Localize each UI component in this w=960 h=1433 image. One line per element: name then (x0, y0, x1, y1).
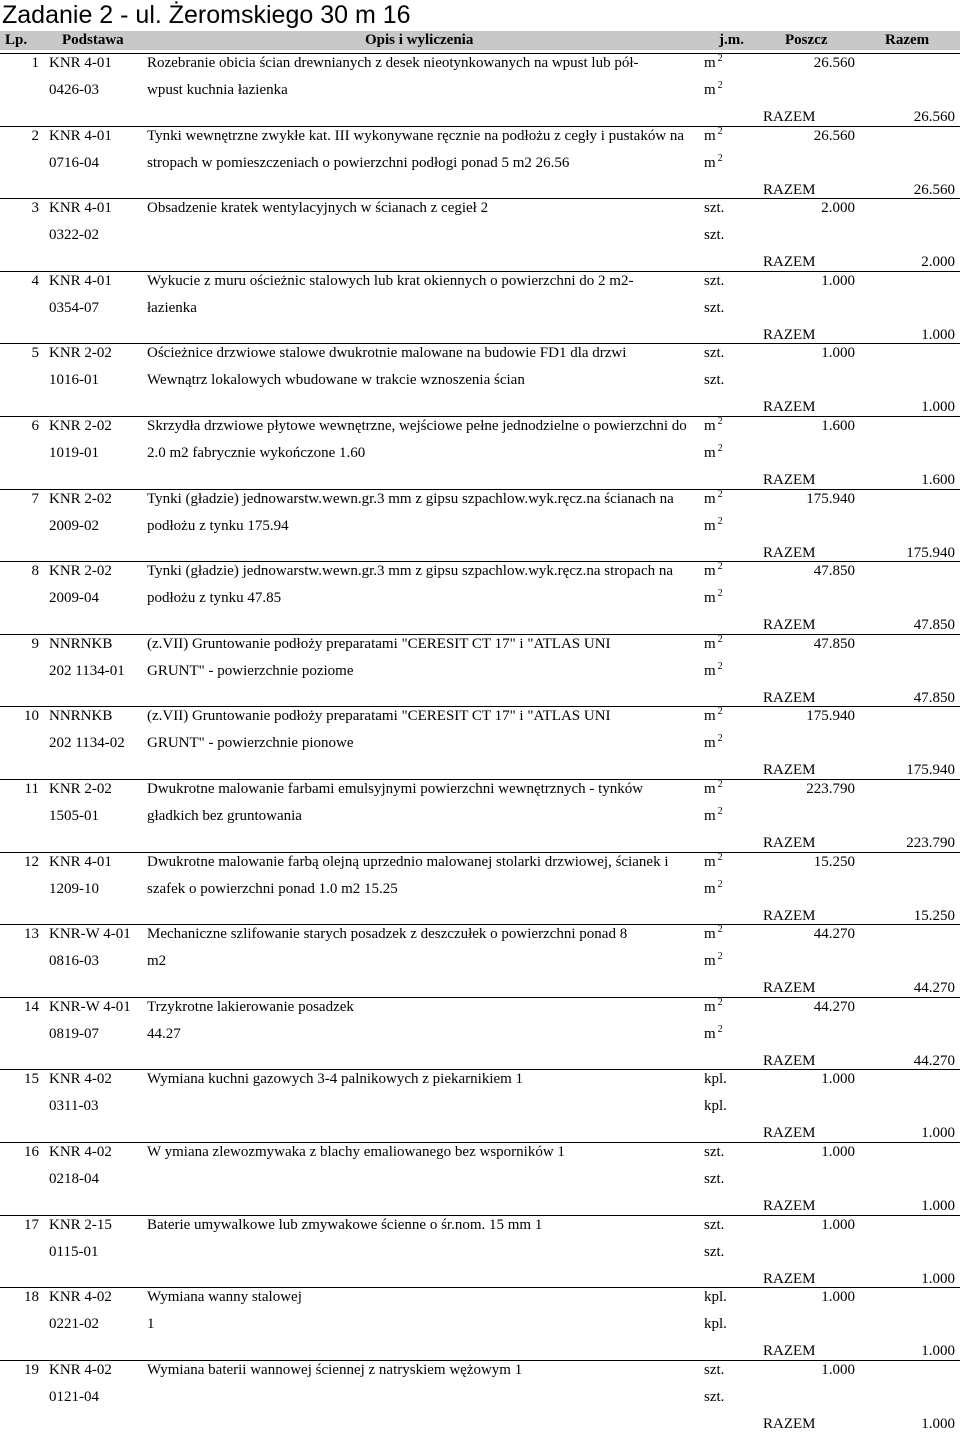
item-podstawa-1: KNR 2-02 (49, 490, 112, 507)
item-opis-2: stropach w pomieszczeniach o powierzchni podłogi ponad 5 m2 26.56 (147, 154, 570, 171)
item-podstawa-2: 2009-04 (49, 590, 99, 607)
item-podstawa-1: KNR 4-02 (49, 1361, 112, 1378)
item-jm-2: m $^2$ (704, 1023, 723, 1042)
item-opis-2: łazienka (147, 299, 197, 316)
item-jm-1: m $^2$ (704, 53, 723, 71)
item-podstawa-1: KNR 2-02 (49, 418, 112, 434)
item-podstawa-1: KNR 4-02 (49, 1289, 112, 1306)
item-poszcz: 47.850 (813, 635, 855, 652)
item-razem-label: RAZEM (763, 1125, 816, 1142)
item-razem-value: 26.560 (913, 181, 955, 198)
item-lp: 13 (24, 926, 39, 943)
item-opis-1: Trzykrotne lakierowanie posadzek (147, 998, 354, 1015)
item-podstawa-1: KNR-W 4-01 (49, 926, 131, 943)
item-opis-1: Rozebranie obicia ścian drewnianych z desek nieotynkowanych na wpust lub pół- (147, 55, 639, 71)
item-poszcz: 223.790 (806, 781, 855, 797)
item-jm-2: m $^2$ (704, 588, 723, 607)
item-podstawa-2: 1016-01 (49, 372, 99, 389)
item-razem-value: 1.000 (921, 1415, 955, 1432)
item-lp: 16 (24, 1144, 39, 1160)
item-jm-2: szt. (704, 1388, 725, 1405)
item-podstawa-2: 0115-01 (49, 1243, 99, 1260)
item-podstawa-2: 0716-04 (49, 154, 99, 171)
item-poszcz: 44.270 (813, 998, 855, 1015)
item-podstawa-2: 202 1134-01 (49, 662, 125, 679)
item-razem-label: RAZEM (763, 181, 816, 198)
item-razem-value: 1.000 (921, 399, 955, 416)
item-podstawa-1: KNR 4-01 (49, 200, 112, 217)
item-opis-2: Wewnątrz lokalowych wbudowane w trakcie wznoszenia ścian (147, 372, 525, 389)
item-jm-2: m $^2$ (704, 660, 723, 679)
item-razem-label: RAZEM (763, 472, 816, 488)
document-title: Zadanie 2 - ul. Żeromskiego 30 m 16 (2, 1, 411, 29)
item-podstawa-2: 202 1134-02 (49, 735, 125, 752)
item-razem-label: RAZEM (763, 835, 816, 851)
item-razem-value: 15.250 (913, 907, 955, 924)
item-podstawa-1: KNR 4-02 (49, 1071, 112, 1088)
item-lp: 18 (24, 1289, 39, 1306)
item-poszcz: 15.250 (813, 853, 855, 870)
item-razem-label: RAZEM (763, 1198, 816, 1214)
item-podstawa-1: NNRNKB (49, 708, 113, 725)
item-podstawa-2: 0354-07 (49, 299, 99, 316)
item-razem-value: 26.560 (913, 109, 955, 125)
item-lp: 2 (31, 127, 39, 144)
item-lp: 1 (31, 55, 39, 71)
item-poszcz: 1.000 (821, 272, 855, 289)
item-poszcz: 26.560 (813, 127, 855, 144)
item-jm-2: m $^2$ (704, 733, 723, 752)
item-poszcz: 44.270 (813, 926, 855, 943)
item-razem-label: RAZEM (763, 544, 816, 561)
item-jm-1: m $^2$ (704, 561, 723, 580)
item-jm-1: szt. (704, 1216, 725, 1233)
item-jm-1: szt. (704, 1144, 725, 1160)
item-razem-label: RAZEM (763, 907, 816, 924)
item-podstawa-2: 0218-04 (49, 1171, 99, 1187)
item-lp: 8 (31, 563, 39, 580)
item-opis-1: Wymiana kuchni gazowych 3-4 palnikowych z piekarnikiem 1 (147, 1071, 524, 1088)
item-podstawa-1: KNR 4-01 (49, 853, 112, 870)
item-razem-value: 175.940 (906, 544, 955, 561)
item-jm-1: szt. (704, 272, 725, 289)
item-lp: 12 (24, 853, 39, 870)
item-opis-1: Dwukrotne malowanie farbą olejną uprzednio malowanej stolarki drzwiowej, ścianek i (147, 853, 669, 870)
item-jm-2: szt. (704, 227, 725, 244)
item-lp: 11 (24, 781, 39, 797)
item-razem-value: 175.940 (906, 762, 955, 779)
item-jm-2: m $^2$ (704, 152, 723, 171)
item-razem-value: 1.000 (921, 1125, 955, 1142)
item-jm-2: m $^2$ (704, 878, 723, 897)
item-poszcz: 1.600 (821, 418, 855, 434)
item-jm-1: m $^2$ (704, 706, 723, 725)
item-lp: 19 (24, 1361, 39, 1378)
item-opis-1: Mechaniczne szlifowanie starych posadzek z deszczułek o powierzchni ponad 8 (147, 926, 628, 943)
item-jm-2: m $^2$ (704, 951, 723, 970)
item-razem-value: 1.600 (921, 472, 955, 488)
item-jm-2: m $^2$ (704, 443, 723, 461)
item-poszcz: 1.000 (821, 1144, 855, 1160)
item-lp: 14 (24, 998, 39, 1015)
item-podstawa-2: 0322-02 (49, 227, 99, 244)
item-jm-1: kpl. (704, 1071, 727, 1088)
item-poszcz: 175.940 (806, 490, 855, 507)
item-podstawa-1: KNR 2-02 (49, 563, 112, 580)
item-lp: 17 (24, 1216, 39, 1233)
item-poszcz: 1.000 (821, 1361, 855, 1378)
item-razem-value: 223.790 (906, 835, 955, 851)
item-lp: 3 (31, 200, 39, 217)
item-podstawa-1: KNR 4-02 (49, 1144, 112, 1160)
item-podstawa-1: NNRNKB (49, 635, 113, 652)
item-opis-2: szafek o powierzchni ponad 1.0 m2 15.25 (147, 880, 398, 897)
item-opis-2: 44.27 (147, 1025, 181, 1042)
item-razem-value: 44.270 (913, 980, 955, 997)
item-jm-2: szt. (704, 299, 725, 316)
item-podstawa-2: 0426-03 (49, 82, 99, 98)
item-opis-2: GRUNT" - powierzchnie pionowe (147, 735, 354, 752)
item-poszcz: 2.000 (821, 200, 855, 217)
item-lp: 7 (31, 490, 39, 507)
item-poszcz: 47.850 (813, 563, 855, 580)
item-poszcz: 1.000 (821, 1071, 855, 1088)
item-jm-2: szt. (704, 1171, 725, 1187)
item-opis-2: gładkich bez gruntowania (147, 808, 302, 824)
item-podstawa-2: 0819-07 (49, 1025, 99, 1042)
item-podstawa-2: 1505-01 (49, 808, 99, 824)
item-razem-value: 44.270 (913, 1052, 955, 1069)
item-razem-label: RAZEM (763, 762, 816, 779)
item-jm-2: szt. (704, 372, 725, 389)
item-podstawa-1: KNR 2-15 (49, 1216, 112, 1233)
item-podstawa-2: 1019-01 (49, 445, 99, 461)
item-razem-value: 2.000 (921, 254, 955, 271)
item-jm-1: m $^2$ (704, 633, 723, 652)
item-lp: 15 (24, 1071, 39, 1088)
item-podstawa-1: KNR 4-01 (49, 127, 112, 144)
item-razem-value: 1.000 (921, 1343, 955, 1360)
item-jm-2: kpl. (704, 1098, 727, 1115)
item-razem-value: 47.850 (913, 617, 955, 634)
item-opis-1: W ymiana zlewozmywaka z blachy emaliowanego bez wsporników 1 (147, 1144, 565, 1160)
item-opis-1: Wykucie z muru ościeżnic stalowych lub krat okiennych o powierzchni do 2 m2- (147, 272, 634, 289)
item-razem-label: RAZEM (763, 109, 816, 125)
header-lp: Lp. (5, 32, 28, 48)
item-opis-2: 1 (147, 1316, 155, 1333)
item-jm-1: szt. (704, 345, 725, 362)
item-jm-2: m $^2$ (704, 515, 723, 534)
item-razem-label: RAZEM (763, 254, 816, 271)
item-opis-1: Tynki (gładzie) jednowarstw.wewn.gr.3 mm z gipsu szpachlow.wyk.ręcz.na stropach na (147, 563, 674, 580)
item-opis-2: podłożu z tynku 47.85 (147, 590, 282, 607)
item-opis-1: Baterie umywalkowe lub zmywakowe ścienne o śr.nom. 15 mm 1 (147, 1216, 543, 1233)
header-opis: Opis i wyliczenia (365, 32, 474, 48)
item-jm-1: m $^2$ (704, 851, 723, 870)
item-jm-1: kpl. (704, 1289, 727, 1306)
item-poszcz: 1.000 (821, 345, 855, 362)
item-podstawa-1: KNR-W 4-01 (49, 998, 131, 1015)
item-opis-2: podłożu z tynku 175.94 (147, 517, 289, 534)
item-poszcz: 1.000 (821, 1289, 855, 1306)
item-razem-value: 1.000 (921, 1198, 955, 1214)
item-jm-2: kpl. (704, 1316, 727, 1333)
item-opis-2: 2.0 m2 fabrycznie wykończone 1.60 (147, 445, 366, 461)
item-razem-label: RAZEM (763, 1415, 816, 1432)
item-razem-label: RAZEM (763, 1052, 816, 1069)
item-jm-1: szt. (704, 200, 725, 217)
item-razem-value: 1.000 (921, 326, 955, 343)
item-razem-value: 47.850 (913, 689, 955, 706)
item-opis-2: wpust kuchnia łazienka (147, 82, 288, 98)
item-opis-1: (z.VII) Gruntowanie podłoży preparatami "CERESIT CT 17" i "ATLAS UNI (147, 708, 611, 725)
item-podstawa-1: KNR 4-01 (49, 55, 112, 71)
item-jm-1: m $^2$ (704, 416, 723, 434)
item-poszcz: 26.560 (813, 55, 855, 71)
item-razem-label: RAZEM (763, 1343, 816, 1360)
item-razem-label: RAZEM (763, 399, 816, 416)
table-header (0, 31, 960, 50)
item-jm-1: m $^2$ (704, 924, 723, 943)
item-jm-1: m $^2$ (704, 996, 723, 1015)
item-lp: 4 (31, 272, 39, 289)
item-jm-1: szt. (704, 1361, 725, 1378)
item-jm-1: m $^2$ (704, 125, 723, 144)
item-podstawa-2: 0121-04 (49, 1388, 99, 1405)
header-poszcz: Poszcz (785, 32, 828, 48)
item-jm-2: m $^2$ (704, 806, 723, 824)
item-opis-1: Wymiana wanny stalowej (147, 1289, 302, 1306)
item-razem-label: RAZEM (763, 326, 816, 343)
item-jm-1: m $^2$ (704, 488, 723, 507)
item-lp: 9 (31, 635, 39, 652)
item-opis-1: Wymiana baterii wannowej ściennej z natryskiem wężowym 1 (147, 1361, 523, 1378)
item-opis-1: Ościeżnice drzwiowe stalowe dwukrotnie malowane na budowie FD1 dla drzwi (147, 345, 627, 362)
item-razem-label: RAZEM (763, 980, 816, 997)
item-opis-1: Tynki (gładzie) jednowarstw.wewn.gr.3 mm z gipsu szpachlow.wyk.ręcz.na ścianach na (147, 490, 674, 507)
item-opis-2: m2 (147, 953, 167, 970)
item-opis-1: Obsadzenie kratek wentylacyjnych w ścianach z cegieł 2 (147, 200, 489, 217)
item-podstawa-2: 0816-03 (49, 953, 99, 970)
item-razem-label: RAZEM (763, 1270, 816, 1287)
item-jm-2: m $^2$ (704, 80, 723, 98)
item-opis-1: (z.VII) Gruntowanie podłoży preparatami "CERESIT CT 17" i "ATLAS UNI (147, 635, 611, 652)
item-razem-label: RAZEM (763, 617, 816, 634)
item-podstawa-2: 1209-10 (49, 880, 99, 897)
item-podstawa-2: 0311-03 (49, 1098, 99, 1115)
header-razem: Razem (885, 32, 930, 48)
item-opis-2: GRUNT" - powierzchnie poziome (147, 662, 354, 679)
header-jm: j.m. (719, 32, 744, 48)
item-opis-1: Dwukrotne malowanie farbami emulsyjnymi powierzchni wewnętrznych - tynków (147, 781, 644, 797)
item-poszcz: 1.000 (821, 1216, 855, 1233)
item-lp: 6 (31, 418, 39, 434)
item-podstawa-1: KNR 2-02 (49, 345, 112, 362)
item-podstawa-2: 0221-02 (49, 1316, 99, 1333)
item-jm-1: m $^2$ (704, 779, 723, 797)
item-opis-1: Skrzydła drzwiowe płytowe wewnętrzne, wejściowe pełne jednodzielne o powierzchni do (147, 418, 687, 434)
item-razem-label: RAZEM (763, 689, 816, 706)
item-lp: 5 (31, 345, 39, 362)
item-opis-1: Tynki wewnętrzne zwykłe kat. III wykonywane ręcznie na podłożu z cegły i pustaków na (147, 127, 685, 144)
item-podstawa-1: KNR 4-01 (49, 272, 112, 289)
item-podstawa-1: KNR 2-02 (49, 781, 112, 797)
item-poszcz: 175.940 (806, 708, 855, 725)
item-lp: 10 (24, 708, 39, 725)
item-podstawa-2: 2009-02 (49, 517, 99, 534)
item-jm-2: szt. (704, 1243, 725, 1260)
item-razem-value: 1.000 (921, 1270, 955, 1287)
header-podstawa: Podstawa (62, 32, 124, 48)
